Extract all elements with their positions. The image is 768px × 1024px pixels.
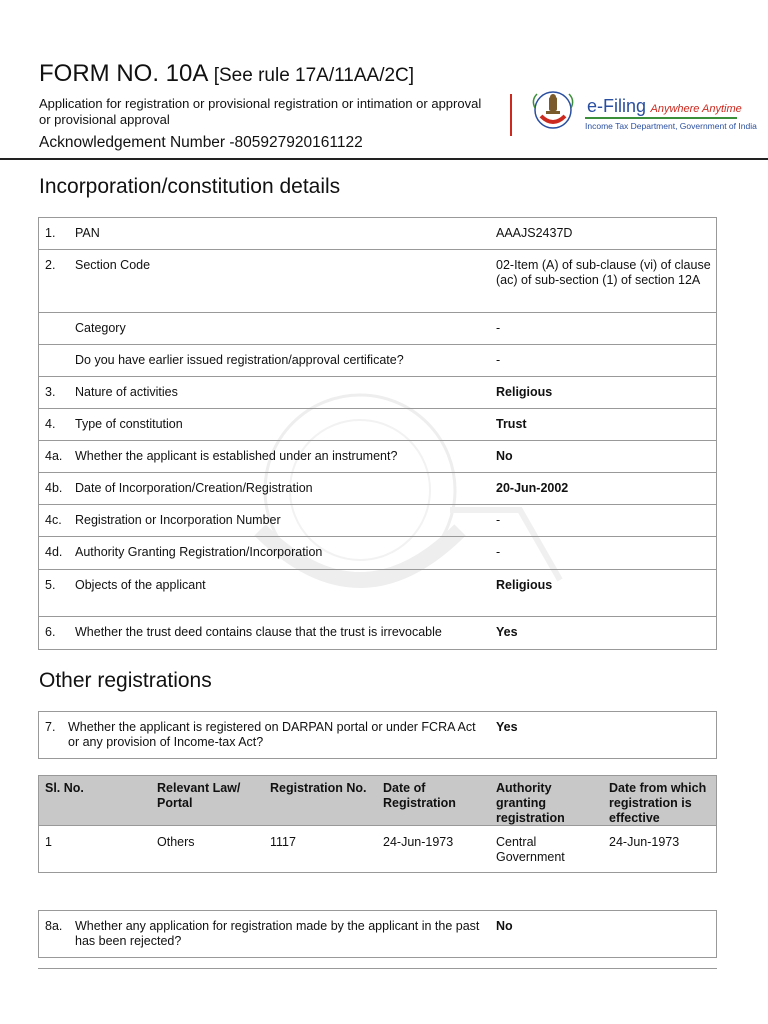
row-value: Yes <box>496 625 518 639</box>
table-divider <box>38 968 717 969</box>
form-description: Application for registration or provisional registration or intimation or approval or provisional approval <box>39 96 482 127</box>
row-number: 4b. <box>45 481 63 495</box>
row-label: Type of constitution <box>75 417 183 431</box>
table-cell: 24-Jun-1973 <box>609 835 680 849</box>
efiling-tagline: Anywhere Anytime <box>650 103 742 115</box>
row-value: No <box>496 449 513 463</box>
table-cell: 1117 <box>270 835 296 849</box>
table-cell: 24-Jun-1973 <box>383 835 454 849</box>
row-value: - <box>496 545 501 559</box>
table-row <box>39 537 716 570</box>
row-label: PAN <box>75 226 100 240</box>
incorporation-table <box>38 217 717 650</box>
form-rule: [See rule 17A/11AA/2C] <box>213 65 415 86</box>
row-value: Religious <box>496 578 553 592</box>
form-title <box>39 60 414 90</box>
row-number: 6. <box>45 625 56 639</box>
form-number: FORM NO. 10A <box>39 60 208 87</box>
row-value: - <box>496 513 501 527</box>
row-number: 7. <box>45 720 56 734</box>
row-label: Whether any application for registration made by the applicant in the past has been rejected? <box>75 919 480 948</box>
column-header: Registration No. <box>270 781 367 795</box>
row-value: Trust <box>496 417 527 431</box>
rejection-question-table <box>38 910 717 958</box>
table-row <box>39 409 716 441</box>
row-value: 20-Jun-2002 <box>496 481 569 495</box>
table-cell: 1 <box>45 835 52 849</box>
income-tax-emblem-icon <box>527 88 579 136</box>
row-value: 02-Item (A) of sub-clause (vi) of clause (ac) of sub-section (1) of section 12A <box>496 258 711 287</box>
table-row <box>39 473 716 505</box>
column-header: Date of Registration <box>383 781 456 810</box>
row-label: Registration or Incorporation Number <box>75 513 281 527</box>
incorporation-section-title: Incorporation/constitution details <box>39 175 341 198</box>
row-label: Whether the applicant is established under an instrument? <box>75 449 398 463</box>
efiling-brand: e-Filing <box>587 96 647 116</box>
column-header: Authority granting registration <box>496 781 565 825</box>
row-value: - <box>496 353 501 367</box>
column-header: Date from which registration is effective <box>609 781 707 825</box>
acknowledgement-number: Acknowledgement Number -805927920161122 <box>39 134 363 151</box>
row-label: Section Code <box>75 258 151 272</box>
row-value: AAAJS2437D <box>496 226 573 240</box>
table-row <box>39 570 716 617</box>
efiling-underline <box>585 117 737 119</box>
row-number: 4d. <box>45 545 63 559</box>
row-label: Nature of activities <box>75 385 178 399</box>
row-label: Authority Granting Registration/Incorporation <box>75 545 323 559</box>
row-number: 4a. <box>45 449 63 463</box>
efiling-logo <box>587 96 742 117</box>
registrations-table <box>38 775 717 873</box>
table-row <box>39 505 716 537</box>
row-value: Yes <box>496 720 518 734</box>
row-number: 1. <box>45 226 56 240</box>
row-number: 5. <box>45 578 56 592</box>
row-number: 2. <box>45 258 56 272</box>
row-number: 8a. <box>45 919 63 933</box>
table-row <box>39 826 716 872</box>
darpan-question-table <box>38 711 717 759</box>
table-row <box>39 218 716 250</box>
logo-divider <box>510 94 512 136</box>
row-value: Religious <box>496 385 553 399</box>
row-label: Whether the applicant is registered on DARPAN portal or under FCRA Act or any provision of Income-tax Act? <box>68 720 476 749</box>
row-value: No <box>496 919 513 933</box>
table-row <box>39 345 716 377</box>
table-row <box>39 911 716 957</box>
table-row <box>39 617 716 649</box>
table-row <box>39 441 716 473</box>
row-value: - <box>496 321 501 335</box>
column-header: Sl. No. <box>45 781 84 795</box>
table-row <box>39 313 716 345</box>
row-label: Date of Incorporation/Creation/Registration <box>75 481 313 495</box>
table-row <box>39 377 716 409</box>
row-label: Whether the trust deed contains clause that the trust is irrevocable <box>75 625 442 639</box>
table-cell: Central Government <box>496 835 565 864</box>
other-registrations-title: Other registrations <box>39 669 212 692</box>
column-header: Relevant Law/ Portal <box>157 781 241 810</box>
row-number: 4c. <box>45 513 62 527</box>
row-number: 4. <box>45 417 56 431</box>
table-header-row <box>39 776 716 826</box>
table-row <box>39 712 716 758</box>
row-label: Category <box>75 321 126 335</box>
table-cell: Others <box>157 835 195 849</box>
table-row <box>39 250 716 313</box>
form-header <box>0 0 768 160</box>
row-number: 3. <box>45 385 56 399</box>
row-label: Do you have earlier issued registration/approval certificate? <box>75 353 404 367</box>
row-label: Objects of the applicant <box>75 578 206 592</box>
efiling-subtitle: Income Tax Department, Government of India <box>585 121 757 131</box>
